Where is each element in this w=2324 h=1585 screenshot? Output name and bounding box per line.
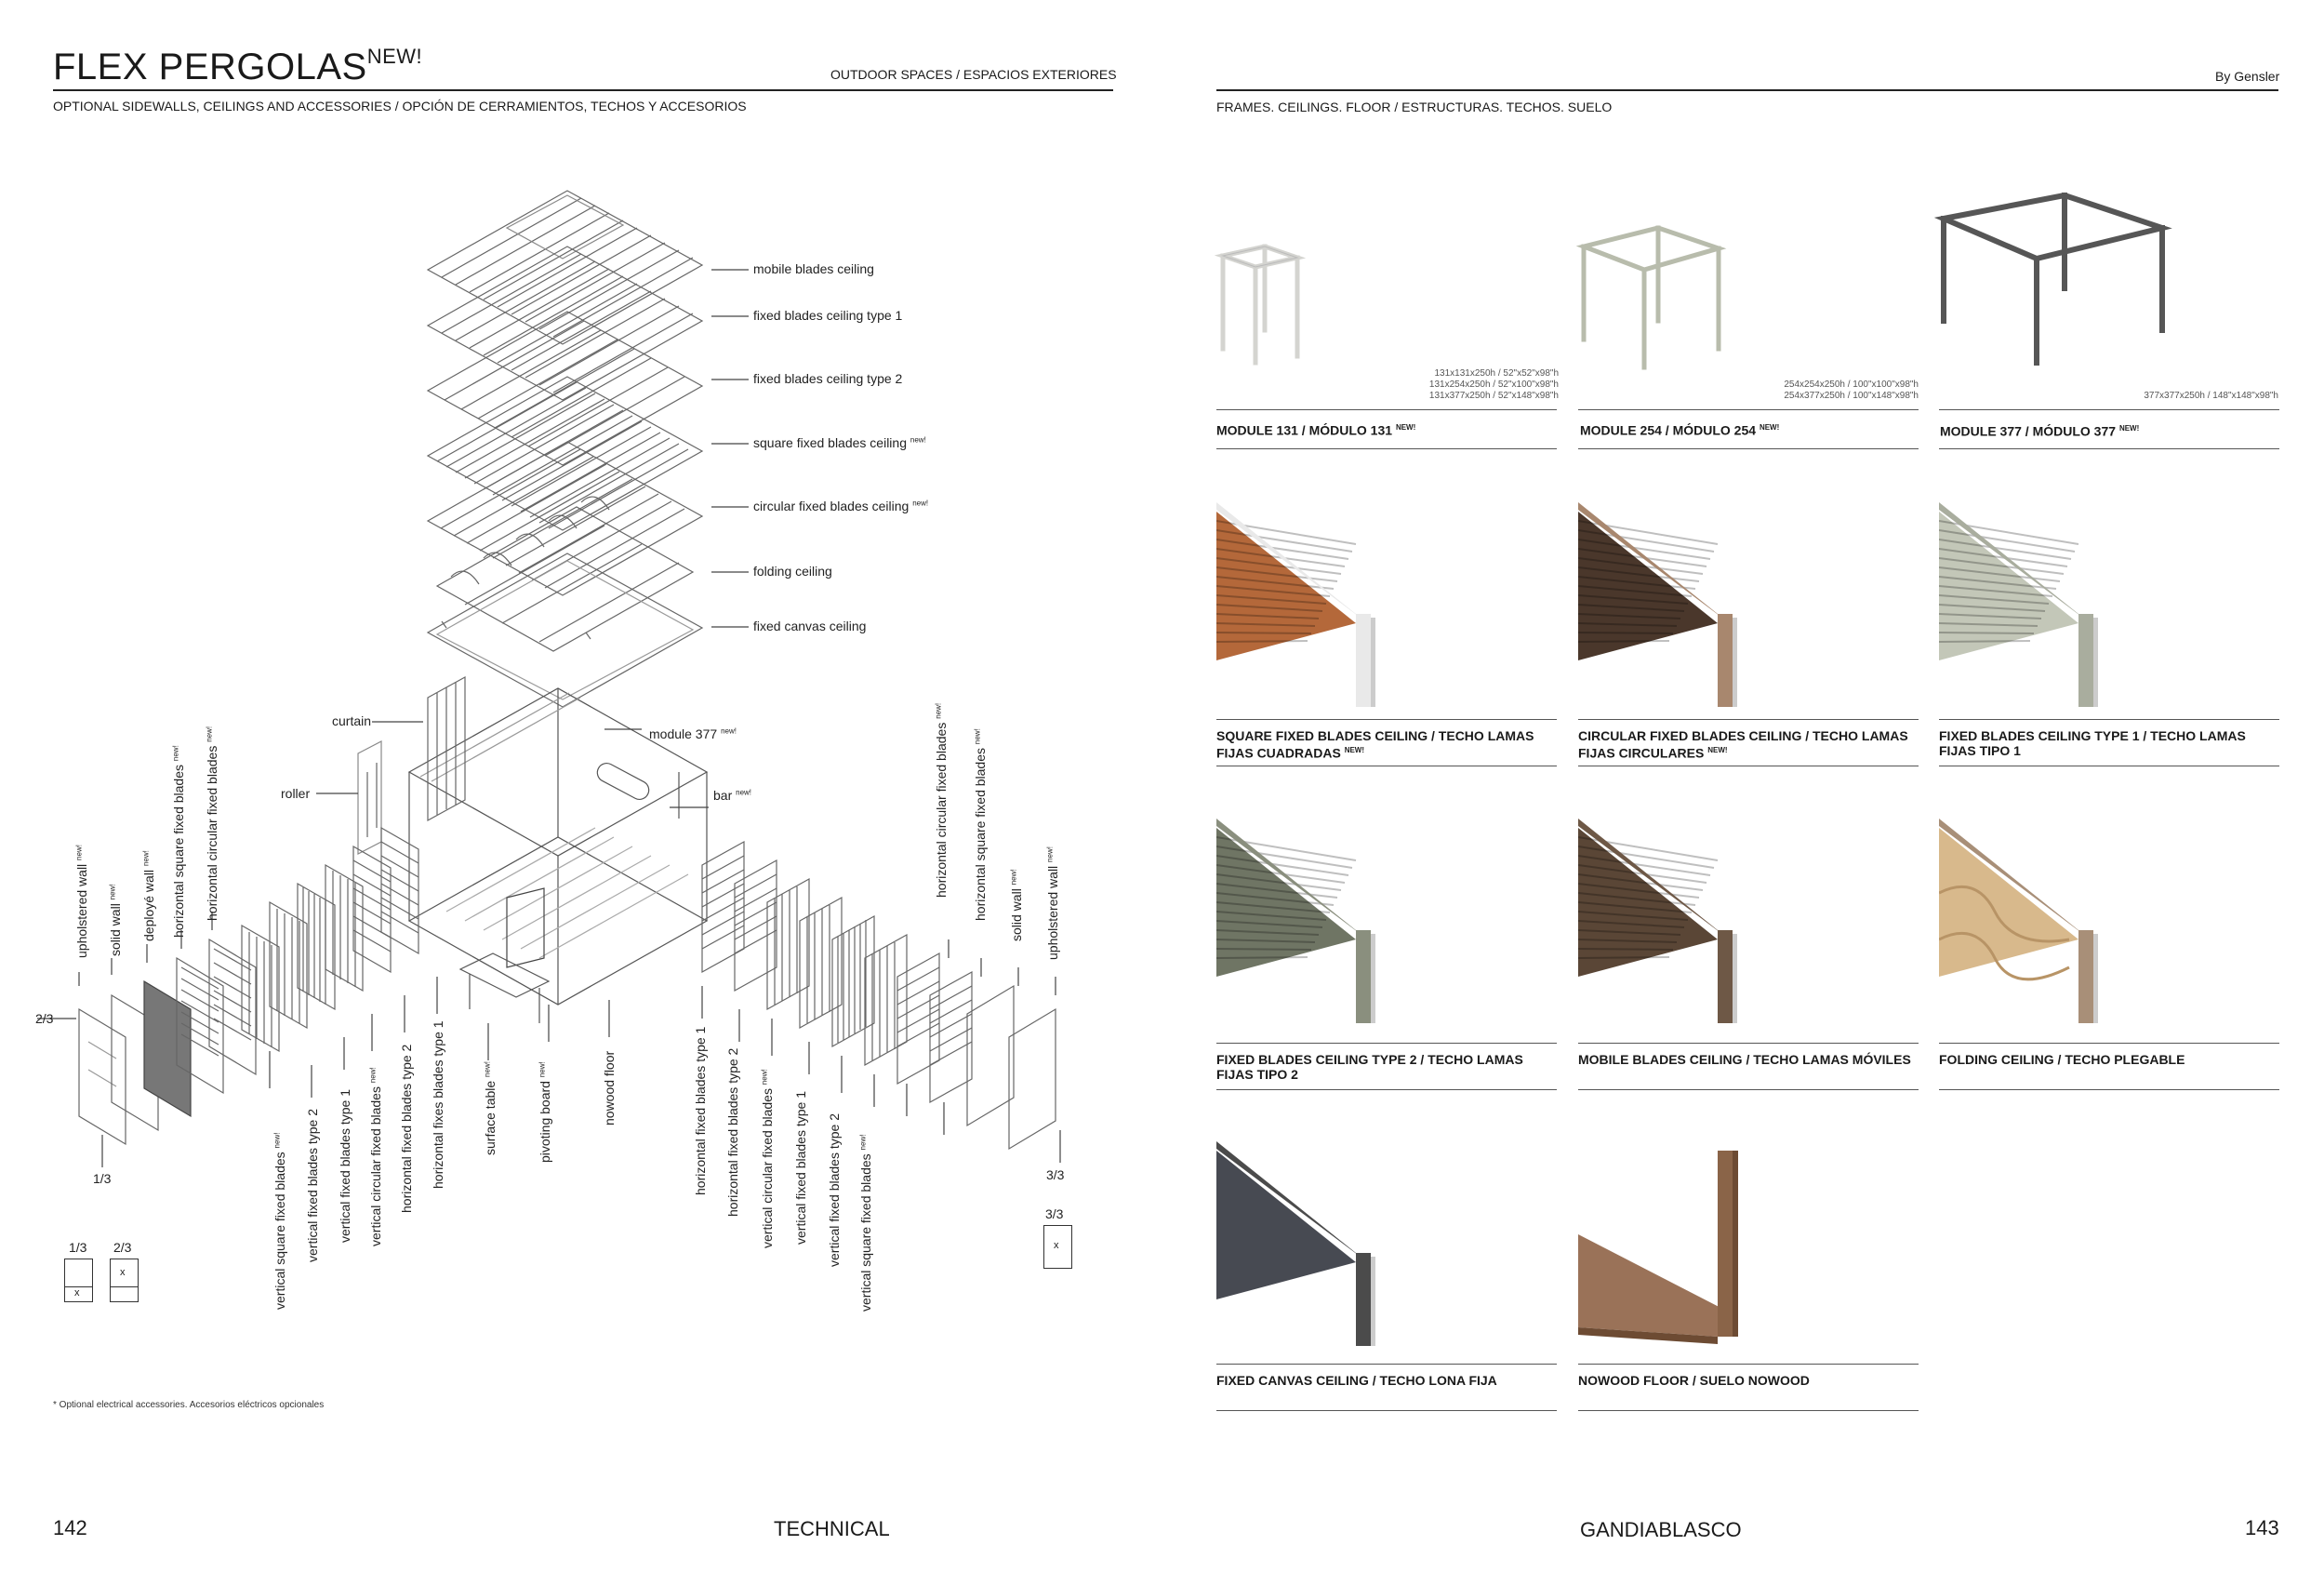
label-folding-ceiling: folding ceiling	[753, 564, 832, 579]
label-upholstered-wall-left: upholstered wall $^{new!}$	[74, 845, 89, 958]
product-image-3	[1939, 502, 2162, 707]
product-image-1	[1216, 502, 1440, 707]
module-131-rule-bottom	[1216, 448, 1557, 449]
footer-technical: TECHNICAL	[774, 1517, 890, 1540]
product-rule-bottom	[1216, 1410, 1557, 1411]
legend-1-3-label: 1/3	[69, 1240, 87, 1255]
label-fixed-blades-ceiling-2: fixed blades ceiling type 2	[753, 371, 903, 386]
label-vertical-circular-left: vertical circular fixed blades $^{new!}$	[368, 1067, 383, 1246]
label-vertical-square-fixed-blades-left: vertical square fixed blades $^{new!}$	[272, 1132, 287, 1310]
product-image-2	[1578, 502, 1801, 707]
fraction-3-3-top: 3/3	[1046, 1167, 1065, 1182]
legend-x-mark: x	[120, 1267, 126, 1278]
product-caption-5: MOBILE BLADES CEILING / TECHO LAMAS MÓVILES	[1578, 1052, 1911, 1067]
module-254-caption: MODULE 254 / MÓDULO 254 $^{NEW!}$	[1580, 422, 1780, 438]
footnote: * Optional electrical accessories. Accesorios eléctricos opcionales	[53, 1400, 325, 1410]
product-rule-top	[1216, 1364, 1557, 1365]
module-254-rule-top	[1578, 409, 1919, 410]
label-surface-table: surface table $^{new!}$	[483, 1061, 498, 1155]
product-rule-bottom	[1578, 1089, 1919, 1090]
header-rule-right	[1216, 89, 2278, 91]
label-upholstered-wall-right: upholstered wall $^{new!}$	[1045, 846, 1060, 960]
product-rule-top	[1939, 1043, 2279, 1044]
page-number-left: 142	[53, 1516, 87, 1539]
product-rule-top	[1578, 719, 1919, 720]
fraction-1-3: 1/3	[93, 1171, 112, 1186]
header-rule-left	[53, 89, 1113, 91]
right-walls	[702, 842, 1056, 1149]
label-horizontal-circular-right: horizontal circular fixed blades $^{new!}$	[934, 702, 949, 898]
module-131-frame	[1209, 237, 1321, 367]
module-377-rule-top	[1939, 409, 2279, 410]
product-rule-top	[1578, 1043, 1919, 1044]
legend-x-mark: x	[1054, 1240, 1059, 1251]
product-rule-bottom	[1939, 1089, 2279, 1090]
product-rule-top	[1216, 1043, 1557, 1044]
label-horizontal-fixed-blades-2-left: horizontal fixed blades type 2	[399, 1044, 414, 1213]
label-pivoting-board: pivoting board $^{new!}$	[538, 1061, 552, 1163]
module-131-caption: MODULE 131 / MÓDULO 131 $^{NEW!}$	[1216, 422, 1416, 438]
module-254-rule-bottom	[1578, 448, 1919, 449]
right-subtitle: FRAMES. CEILINGS. FLOOR / ESTRUCTURAS. TECHOS. SUELO	[1216, 100, 1613, 114]
curtain-roller	[358, 677, 465, 854]
legend-box-2-3	[110, 1259, 139, 1302]
label-nowood-floor: nowood floor	[602, 1050, 617, 1125]
legend-3-3-label: 3/3	[1045, 1206, 1064, 1221]
module-254-frame	[1570, 219, 1737, 377]
label-horizontal-square-left: horizontal square fixed blades $^{new!}$	[171, 745, 186, 938]
label-horizontal-square-right: horizontal square fixed blades $^{new!}$	[973, 728, 988, 921]
product-caption-8: NOWOOD FLOOR / SUELO NOWOOD	[1578, 1373, 1810, 1388]
label-vertical-fixed-blades-2-left: vertical fixed blades type 2	[305, 1109, 320, 1262]
module-377-frame	[1934, 186, 2176, 372]
label-vertical-fixed-blades-2-right: vertical fixed blades type 2	[827, 1113, 842, 1267]
section-label: OUTDOOR SPACES / ESPACIOS EXTERIORES	[830, 67, 1117, 82]
product-rule-top	[1939, 719, 2279, 720]
label-solid-wall-right: solid wall $^{new!}$	[1009, 869, 1024, 941]
legend-box-3-3	[1043, 1225, 1072, 1269]
label-horizontal-fixes-blades-1-left: horizontal fixes blades type 1	[431, 1020, 445, 1189]
label-fixed-blades-ceiling-1: fixed blades ceiling type 1	[753, 308, 903, 323]
label-horizontal-circular-left: horizontal circular fixed blades $^{new!}$	[205, 726, 219, 921]
label-vertical-fixed-blades-1-right: vertical fixed blades type 1	[793, 1091, 808, 1245]
product-caption-1: SQUARE FIXED BLADES CEILING / TECHO LAMAS FIJAS CUADRADAS $^{NEW!}$	[1216, 728, 1534, 761]
ceiling-panel-folding	[437, 497, 693, 651]
product-image-5	[1578, 819, 1801, 1023]
product-image-6	[1939, 819, 2162, 1023]
ceiling-panel-mobile	[428, 191, 702, 344]
label-solid-wall-left: solid wall $^{new!}$	[108, 884, 123, 956]
module-377-dims: 377x377x250h / 148"x148"x98"h	[2144, 391, 2278, 401]
page-number-right: 143	[2245, 1516, 2279, 1539]
product-rule-bottom	[1578, 1410, 1919, 1411]
label-roller: roller	[281, 786, 311, 801]
label-vertical-fixed-blades-1-left: vertical fixed blades type 1	[338, 1089, 352, 1243]
legend-2-3-label: 2/3	[113, 1240, 132, 1255]
product-caption-3: FIXED BLADES CEILING TYPE 1 / TECHO LAMAS FIJAS TIPO 1	[1939, 728, 2246, 758]
product-image-8	[1578, 1141, 1801, 1346]
label-vertical-square-fixed-blades-right: vertical square fixed blades $^{new!}$	[858, 1134, 873, 1312]
product-image-7	[1216, 1141, 1440, 1346]
product-rule-top	[1578, 1364, 1919, 1365]
label-fixed-canvas-ceiling: fixed canvas ceiling	[753, 619, 867, 633]
module-377-rule-bottom	[1939, 448, 2279, 449]
new-badge: NEW!	[366, 45, 423, 68]
label-bar: bar $^{new!}$	[713, 788, 752, 803]
module-131-rule-top	[1216, 409, 1557, 410]
product-caption-4: FIXED BLADES CEILING TYPE 2 / TECHO LAMAS FIJAS TIPO 2	[1216, 1052, 1523, 1082]
legend-box-1-3	[64, 1259, 93, 1302]
ceiling-panel-fixed-1	[428, 246, 702, 400]
module-377-caption: MODULE 377 / MÓDULO 377 $^{NEW!}$	[1940, 423, 2140, 439]
fraction-2-3-left: 2/3	[35, 1011, 54, 1026]
label-vertical-circular-right: vertical circular fixed blades $^{new!}$	[760, 1069, 775, 1248]
label-module-377: module 377 $^{new!}$	[649, 726, 737, 741]
title-text: FLEX PERGOLAS	[53, 47, 367, 87]
page-title	[53, 47, 422, 88]
legend-x-mark: x	[74, 1287, 80, 1299]
module-131-dims: 131x131x250h / 52"x52"x98"h 131x254x250h / 52"x100"x98"h 131x377x250h / 52"x148"x98"h	[1428, 368, 1559, 401]
product-rule-bottom	[1216, 1089, 1557, 1090]
module-254-dims: 254x254x250h / 100"x100"x98"h 254x377x250h / 100"x148"x98"h	[1784, 380, 1919, 401]
product-rule-top	[1216, 719, 1557, 720]
label-square-fixed-blades-ceiling: square fixed blades ceiling $^{new!}$	[753, 435, 926, 450]
label-mobile-blades-ceiling: mobile blades ceiling	[753, 261, 874, 276]
product-caption-2: CIRCULAR FIXED BLADES CEILING / TECHO LAMAS FIJAS CIRCULARES $^{NEW!}$	[1578, 728, 1908, 761]
label-horizontal-fixed-blades-2-right: horizontal fixed blades type 2	[725, 1047, 740, 1217]
label-curtain: curtain	[332, 713, 372, 728]
product-caption-7: FIXED CANVAS CEILING / TECHO LONA FIJA	[1216, 1373, 1497, 1388]
product-caption-6: FOLDING CEILING / TECHO PLEGABLE	[1939, 1052, 2185, 1067]
byline: By Gensler	[2215, 69, 2280, 84]
product-image-4	[1216, 819, 1440, 1023]
brand-footer: GANDIABLASCO	[1580, 1518, 1742, 1541]
label-horizontal-fixed-blades-1-right: horizontal fixed blades type 1	[693, 1026, 708, 1195]
label-deploye-wall: deployé wall $^{new!}$	[141, 850, 156, 941]
label-circular-fixed-blades-ceiling: circular fixed blades ceiling $^{new!}$	[753, 499, 929, 513]
left-subtitle: OPTIONAL SIDEWALLS, CEILINGS AND ACCESSORIES / OPCIÓN DE CERRAMIENTOS, TECHOS Y ACCESORIOS	[53, 99, 747, 113]
